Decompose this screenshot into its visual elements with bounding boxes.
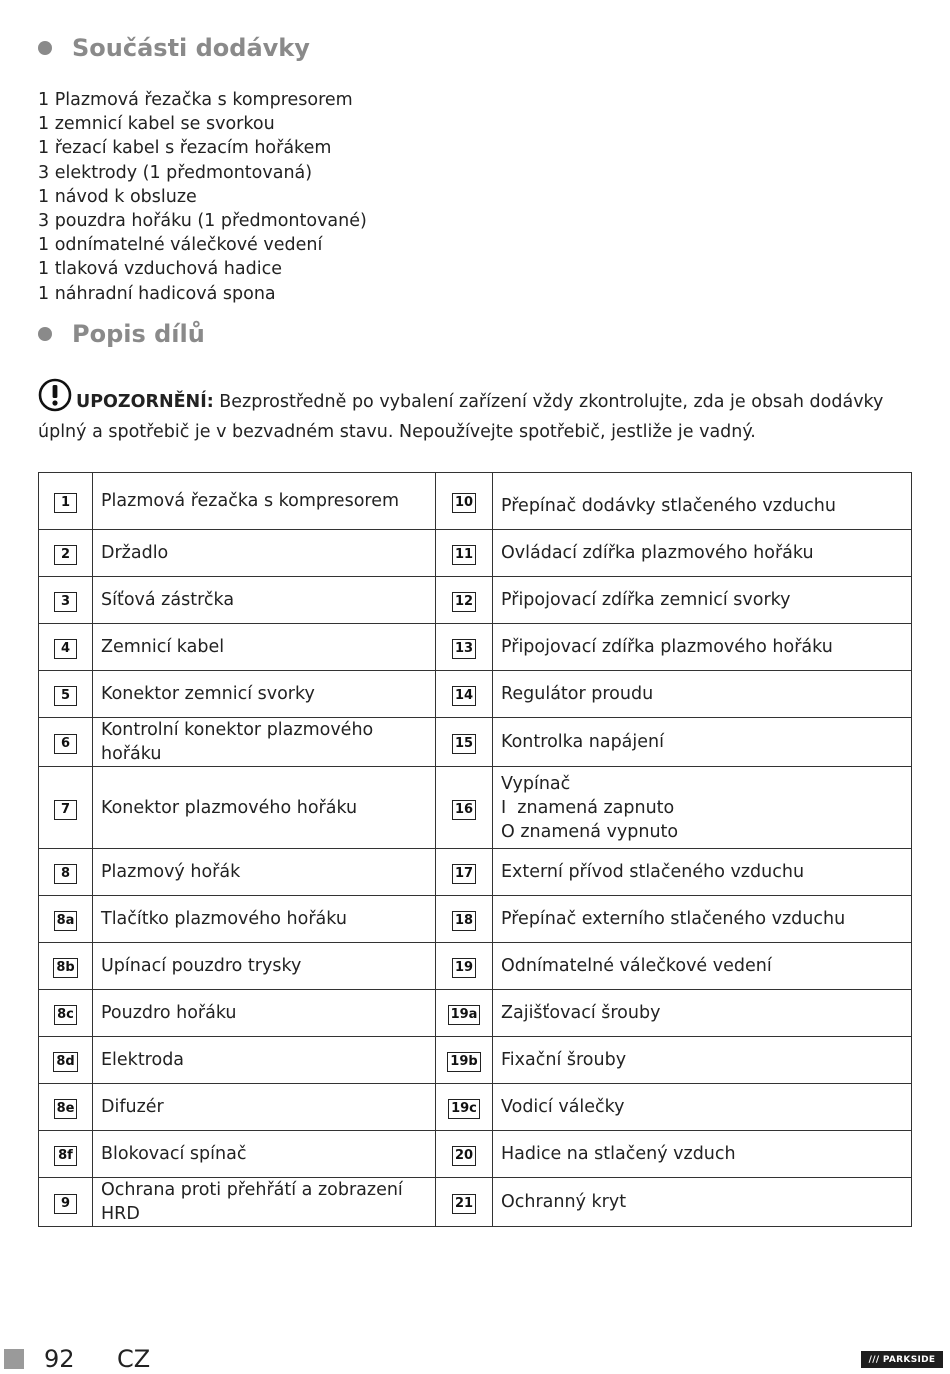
parts-title: Popis dílů	[72, 320, 205, 348]
table-row	[39, 718, 912, 767]
part-description: Ochranný kryt	[493, 1178, 912, 1227]
part-description: Konektor plazmového hořáku	[93, 767, 436, 849]
part-description: Držadlo	[93, 530, 436, 577]
table-row	[39, 896, 912, 943]
table-row	[39, 624, 912, 671]
parts-heading	[38, 320, 205, 348]
part-description: Přepínač dodávky stlačeného vzduchu	[493, 473, 912, 530]
part-description	[493, 767, 912, 849]
table-row	[39, 767, 912, 849]
part-number: 1	[54, 493, 77, 513]
part-number: 12	[452, 592, 476, 612]
table-row	[39, 530, 912, 577]
part-description: Připojovací zdířka plazmového hořáku	[493, 624, 912, 671]
list-item: 1 Plazmová řezačka s kompresorem	[38, 90, 353, 110]
part-description: Zemnicí kabel	[93, 624, 436, 671]
brand-logo: /// PARKSIDE	[861, 1351, 943, 1368]
part-description: Upínací pouzdro trysky	[93, 943, 436, 990]
part-description: Blokovací spínač	[93, 1131, 436, 1178]
part-number: 3	[54, 592, 77, 612]
part-number: 8e	[54, 1099, 78, 1119]
part-number: 21	[452, 1194, 476, 1214]
table-row	[39, 990, 912, 1037]
table-row	[39, 849, 912, 896]
delivery-list	[38, 88, 367, 306]
part-number: 20	[452, 1146, 476, 1166]
part-description: Pouzdro hořáku	[93, 990, 436, 1037]
table-row	[39, 1084, 912, 1131]
part-description: Plazmová řezačka s kompresorem	[93, 473, 436, 530]
part-number: 8d	[53, 1052, 77, 1072]
switch-off-label: O znamená vypnuto	[501, 821, 679, 842]
list-item: 3 pouzdra hořáku (1 předmontované)	[38, 211, 367, 232]
part-number: 19a	[448, 1005, 481, 1025]
language-code: CZ	[117, 1345, 151, 1373]
part-description: Externí přívod stlačeného vzduchu	[493, 849, 912, 896]
part-description: Difuzér	[93, 1084, 436, 1131]
part-description: Tlačítko plazmového hořáku	[93, 896, 436, 943]
part-description: Odnímatelné válečkové vedení	[493, 943, 912, 990]
part-description: Přepínač externího stlačeného vzduchu	[493, 896, 912, 943]
part-number: 19b	[447, 1052, 480, 1072]
list-item: 1 náhradní hadicová spona	[38, 283, 276, 304]
list-item: 1 odnímatelné válečkové vedení	[38, 235, 323, 256]
part-description: Síťová zástrčka	[93, 577, 436, 624]
list-item: 1 tlaková vzduchová hadice	[38, 259, 282, 280]
part-description: Vodicí válečky	[493, 1084, 912, 1131]
part-number: 10	[452, 493, 476, 513]
part-number: 14	[452, 686, 476, 706]
list-item: 3 elektrody (1 předmontovaná)	[38, 162, 313, 183]
switch-label: Vypínač	[501, 773, 571, 794]
table-row	[39, 1037, 912, 1084]
part-description: Plazmový hořák	[93, 849, 436, 896]
part-number: 4	[54, 639, 77, 659]
part-number: 5	[54, 686, 77, 706]
table-row	[39, 1131, 912, 1178]
part-description: Připojovací zdířka zemnicí svorky	[493, 577, 912, 624]
exclamation-circle-icon	[38, 378, 72, 420]
part-description: Regulátor proudu	[493, 671, 912, 718]
part-description: Kontrolní konektor plazmového hořáku	[93, 718, 436, 767]
part-number: 7	[54, 800, 77, 820]
table-row	[39, 1178, 912, 1227]
part-description: Kontrolka napájení	[493, 718, 912, 767]
warning-text: Bezprostředně po vybalení zařízení vždy zkontrolujte, zda je obsah dodávky úplný a spotřebič je v bezvadném stavu. Nepoužívejte spotřebič, jestliže je vadný.	[38, 392, 884, 442]
part-description: Zajišťovací šrouby	[493, 990, 912, 1037]
part-number: 8	[54, 864, 77, 884]
part-number: 8b	[53, 958, 77, 978]
part-number: 13	[452, 639, 476, 659]
footer-marker	[4, 1349, 24, 1369]
part-description: Ovládací zdířka plazmového hořáku	[493, 530, 912, 577]
part-number: 8c	[54, 1005, 77, 1025]
parts-table	[38, 472, 912, 1227]
list-item: 1 návod k obsluze	[38, 186, 197, 207]
bullet-icon	[38, 41, 52, 55]
part-number: 18	[452, 911, 476, 931]
part-number: 11	[452, 545, 476, 565]
part-description: Ochrana proti přehřátí a zobrazení HRD	[93, 1178, 436, 1227]
table-row	[39, 473, 912, 530]
part-number: 19	[452, 958, 476, 978]
delivery-heading	[38, 34, 310, 62]
table-row	[39, 943, 912, 990]
part-number: 15	[452, 734, 476, 754]
warning-notice	[38, 378, 908, 444]
warning-label: UPOZORNĚNÍ:	[76, 392, 214, 412]
part-number: 17	[452, 864, 476, 884]
part-description: Konektor zemnicí svorky	[93, 671, 436, 718]
part-description: Hadice na stlačený vzduch	[493, 1131, 912, 1178]
delivery-title: Součásti dodávky	[72, 34, 310, 62]
bullet-icon	[38, 327, 52, 341]
table-row	[39, 577, 912, 624]
part-number: 8f	[54, 1146, 77, 1166]
part-number: 8a	[54, 911, 78, 931]
page-number: 92	[44, 1345, 75, 1373]
part-description: Fixační šrouby	[493, 1037, 912, 1084]
switch-on-label: I znamená zapnuto	[501, 797, 675, 818]
part-number: 6	[54, 734, 77, 754]
table-row	[39, 671, 912, 718]
part-number: 2	[54, 545, 77, 565]
list-item: 1 zemnicí kabel se svorkou	[38, 114, 275, 135]
part-number: 16	[452, 800, 476, 820]
part-description: Elektroda	[93, 1037, 436, 1084]
list-item: 1 řezací kabel s řezacím hořákem	[38, 138, 332, 159]
part-number: 19c	[448, 1099, 480, 1119]
part-number: 9	[54, 1194, 77, 1214]
